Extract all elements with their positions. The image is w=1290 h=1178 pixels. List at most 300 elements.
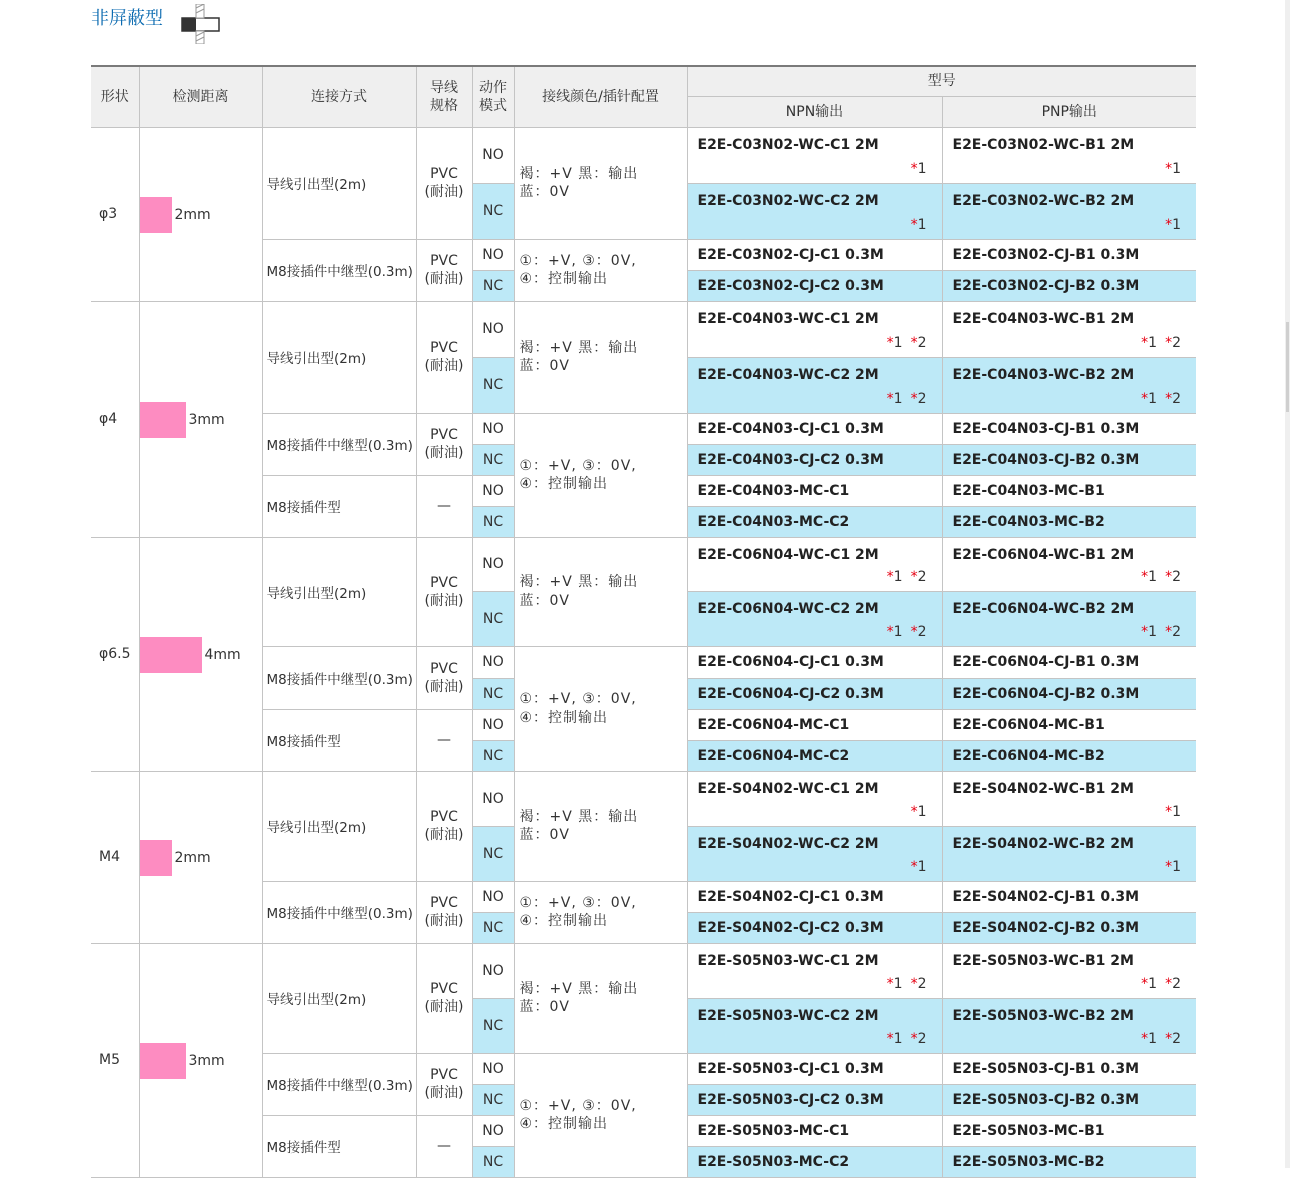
connection-cell: M8接插件型 — [262, 475, 416, 537]
cable-spec-pvc: PVC — [430, 340, 458, 356]
col-header-distance: 检测距离 — [139, 66, 262, 127]
wiring-line-2: ④：控制输出 — [519, 913, 609, 929]
mode-no-cell: NO — [472, 239, 514, 270]
model-code[interactable]: E2E-C06N04-WC-C1 2M — [697, 546, 879, 563]
footnote-ref-1 — [887, 976, 903, 992]
col-header-shape: 形状 — [91, 66, 139, 127]
model-code[interactable]: E2E-C06N04-MC-C2 — [697, 747, 850, 764]
wiring-line-1: ①：+V, ③：0V, — [519, 1097, 637, 1114]
footnote-ref-2 — [1165, 391, 1181, 407]
model-code[interactable]: E2E-C06N04-MC-B2 — [952, 747, 1105, 764]
footnote-text: 1 — [893, 623, 903, 640]
model-footnote — [1165, 804, 1181, 820]
mode-nc-cell: NC — [472, 357, 514, 413]
model-code[interactable]: E2E-C03N02-WC-C1 2M — [697, 136, 879, 153]
col-header-wiring: 接线颜色/插针配置 — [514, 66, 687, 127]
model-footnote — [887, 391, 927, 407]
model-pnp-cell[interactable] — [942, 239, 1196, 270]
footnote-text: 1 — [1148, 623, 1158, 640]
model-footnote — [1165, 217, 1181, 233]
shape-cell: M4 — [91, 771, 139, 943]
model-pnp-cell[interactable] — [942, 771, 1196, 826]
mode-nc-cell: NC — [472, 1146, 514, 1177]
footnote-text: 2 — [917, 623, 927, 640]
mode-nc-cell: NC — [472, 1084, 514, 1115]
cable-spec-pvc: PVC — [430, 427, 458, 443]
connection-cell: M8接插件中继型(0.3m) — [262, 413, 416, 475]
cable-spec-cell — [416, 537, 472, 646]
footnote-asterisk: * — [1165, 568, 1173, 585]
model-pnp-cell[interactable] — [942, 183, 1196, 239]
footnote-ref-1 — [1165, 804, 1181, 820]
model-footnote — [1165, 859, 1181, 875]
footnote-ref-1 — [887, 624, 903, 640]
footnote-asterisk: * — [1141, 334, 1149, 351]
model-npn-cell[interactable] — [687, 357, 942, 413]
col-header-mode-line1: 动作 — [479, 79, 507, 96]
footnote-ref-2 — [911, 624, 927, 640]
model-pnp-cell[interactable] — [942, 506, 1196, 537]
footnote-ref-1 — [887, 391, 903, 407]
connection-cell: M8接插件中继型(0.3m) — [262, 239, 416, 301]
model-npn-cell[interactable] — [687, 183, 942, 239]
cable-spec-dash: — — [437, 498, 451, 514]
mode-nc-cell: NC — [472, 740, 514, 771]
model-npn-cell[interactable] — [687, 740, 942, 771]
model-code[interactable]: E2E-C06N04-CJ-B2 0.3M — [952, 685, 1140, 702]
wiring-cell — [514, 301, 687, 413]
footnote-text: 1 — [1148, 568, 1158, 585]
footnote-asterisk: * — [1141, 975, 1149, 992]
cable-spec-cell — [416, 475, 472, 537]
model-code[interactable]: E2E-C06N04-MC-C1 — [697, 716, 850, 733]
model-code[interactable]: E2E-C06N04-CJ-C1 0.3M — [697, 654, 884, 670]
footnote-asterisk: * — [1141, 623, 1149, 640]
cable-spec-pvc: PVC — [430, 166, 458, 182]
cable-spec-oil: (耐油) — [424, 1085, 464, 1101]
model-npn-cell[interactable] — [687, 771, 942, 826]
wiring-line-2: 蓝：0V — [519, 184, 570, 200]
mode-nc-cell: NC — [472, 506, 514, 537]
wiring-cell — [514, 646, 687, 771]
connection-cell: M8接插件中继型(0.3m) — [262, 881, 416, 943]
wiring-line-2: ④：控制输出 — [519, 1116, 609, 1132]
footnote-text: 1 — [1148, 334, 1158, 351]
wiring-line-2: 蓝：0V — [519, 999, 570, 1015]
model-code[interactable]: E2E-C04N03-CJ-C1 0.3M — [697, 420, 884, 437]
cable-spec-oil: (耐油) — [424, 592, 464, 609]
cable-spec-pvc: PVC — [430, 981, 458, 997]
model-code[interactable]: E2E-C03N02-WC-B1 2M — [952, 136, 1135, 153]
footnote-asterisk: * — [910, 623, 918, 640]
footnote-asterisk: * — [910, 216, 918, 233]
footnote-ref-1 — [887, 569, 903, 585]
footnote-asterisk: * — [1141, 1030, 1149, 1047]
connection-cell: 导线引出型(2m) — [262, 301, 416, 413]
footnote-ref-1 — [911, 859, 927, 875]
footnote-ref-1 — [1141, 976, 1157, 992]
model-code[interactable]: E2E-C06N04-MC-B1 — [952, 716, 1105, 733]
distance-cell — [139, 127, 262, 301]
cable-spec-oil: (耐油) — [424, 184, 464, 200]
model-pnp-cell[interactable] — [942, 591, 1196, 646]
footnote-asterisk: * — [1165, 390, 1173, 407]
wiring-cell — [514, 881, 687, 943]
mode-nc-cell: NC — [472, 998, 514, 1053]
model-code[interactable]: E2E-S05N03-CJ-B2 0.3M — [952, 1091, 1140, 1108]
cable-spec-pvc: PVC — [430, 574, 458, 591]
model-npn-cell[interactable] — [687, 1146, 942, 1177]
wiring-line-1: 褐：+V 黑：输出 — [519, 808, 639, 825]
model-npn-cell[interactable] — [687, 537, 942, 591]
footnote-ref-1 — [1165, 161, 1181, 177]
model-pnp-cell[interactable] — [942, 537, 1196, 591]
model-npn-cell[interactable] — [687, 239, 942, 270]
footnote-text: 1 — [917, 216, 927, 233]
model-code[interactable]: E2E-C06N04-CJ-B1 0.3M — [952, 654, 1140, 670]
footnote-asterisk: * — [910, 803, 918, 820]
model-npn-cell[interactable] — [687, 1053, 942, 1084]
page-title: 非屏蔽型 — [91, 8, 163, 29]
model-footnote — [887, 1031, 927, 1047]
model-npn-cell[interactable] — [687, 912, 942, 943]
footnote-asterisk: * — [910, 334, 918, 351]
model-npn-cell[interactable] — [687, 270, 942, 301]
footnote-text: 2 — [917, 334, 927, 351]
footnote-asterisk: * — [910, 1030, 918, 1047]
distance-cell — [139, 537, 262, 771]
footnote-asterisk: * — [1165, 975, 1173, 992]
mode-no-cell: NO — [472, 1115, 514, 1146]
footnote-ref-1 — [911, 217, 927, 233]
footnote-text: 1 — [893, 1030, 903, 1047]
model-code[interactable]: E2E-S05N03-MC-B2 — [952, 1153, 1105, 1170]
col-header-cable — [416, 66, 472, 127]
mode-no-cell: NO — [472, 646, 514, 678]
model-pnp-cell[interactable] — [942, 646, 1196, 678]
model-code[interactable]: E2E-C04N03-CJ-C2 0.3M — [697, 451, 884, 468]
model-spec-table — [91, 65, 1196, 1178]
mode-no-cell: NO — [472, 943, 514, 998]
footnote-asterisk: * — [886, 568, 894, 585]
model-npn-cell[interactable] — [687, 646, 942, 678]
model-code[interactable]: E2E-C04N03-MC-B2 — [952, 513, 1105, 530]
shape-cell: φ4 — [91, 301, 139, 537]
footnote-ref-2 — [1165, 976, 1181, 992]
footnote-asterisk: * — [886, 975, 894, 992]
wiring-cell — [514, 1053, 687, 1177]
footnote-ref-2 — [1165, 335, 1181, 351]
footnote-asterisk: * — [910, 858, 918, 875]
model-footnote — [911, 161, 927, 177]
cable-spec-oil: (耐油) — [424, 999, 464, 1015]
footnote-ref-1 — [887, 1031, 903, 1047]
model-pnp-cell[interactable] — [942, 301, 1196, 357]
model-code[interactable]: E2E-S04N02-WC-C2 2M — [697, 835, 879, 852]
footnote-ref-2 — [1165, 569, 1181, 585]
footnote-ref-1 — [1141, 1031, 1157, 1047]
model-pnp-cell[interactable] — [942, 943, 1196, 998]
model-code[interactable]: E2E-C06N04-CJ-C2 0.3M — [697, 685, 884, 702]
sensing-area-swatch — [140, 197, 172, 233]
footnote-ref-2 — [911, 569, 927, 585]
footnote-ref-1 — [911, 804, 927, 820]
model-npn-cell[interactable] — [687, 444, 942, 475]
model-pnp-cell[interactable] — [942, 1053, 1196, 1084]
mode-nc-cell: NC — [472, 270, 514, 301]
col-header-cable-line2: 规格 — [430, 97, 458, 114]
connection-cell: M8接插件型 — [262, 709, 416, 771]
model-code[interactable]: E2E-S05N03-CJ-C2 0.3M — [697, 1091, 884, 1108]
cable-spec-oil: (耐油) — [424, 913, 464, 929]
distance-cell — [139, 943, 262, 1177]
mode-no-cell: NO — [472, 475, 514, 506]
model-npn-cell[interactable] — [687, 1115, 942, 1146]
cable-spec-pvc: PVC — [430, 809, 458, 825]
footnote-text: 2 — [1172, 334, 1181, 351]
footnote-text: 2 — [917, 975, 927, 992]
footnote-ref-1 — [1165, 217, 1181, 233]
model-pnp-cell[interactable] — [942, 357, 1196, 413]
footnote-text: 1 — [893, 390, 903, 407]
model-pnp-cell[interactable] — [942, 678, 1196, 709]
model-code[interactable]: E2E-C03N02-CJ-C1 0.3M — [697, 246, 884, 263]
footnote-text: 1 — [1172, 803, 1181, 820]
page-scrollbar[interactable] — [1285, 0, 1290, 1168]
footnote-text: 1 — [1148, 975, 1158, 992]
col-header-connection: 连接方式 — [262, 66, 416, 127]
model-npn-cell[interactable] — [687, 506, 942, 537]
model-npn-cell[interactable] — [687, 709, 942, 740]
model-pnp-cell[interactable] — [942, 1146, 1196, 1177]
connection-cell: M8接插件中继型(0.3m) — [262, 1053, 416, 1115]
model-npn-cell[interactable] — [687, 127, 942, 183]
model-code[interactable]: E2E-C04N03-MC-C1 — [697, 482, 850, 499]
model-code[interactable]: E2E-C06N04-WC-B1 2M — [952, 546, 1135, 563]
footnote-text: 1 — [893, 975, 903, 992]
footnote-asterisk: * — [910, 160, 918, 177]
model-pnp-cell[interactable] — [942, 270, 1196, 301]
mode-nc-cell: NC — [472, 912, 514, 943]
footnote-asterisk: * — [1165, 623, 1173, 640]
model-code[interactable]: E2E-S05N03-MC-C1 — [697, 1122, 850, 1139]
distance-label: 4mm — [204, 646, 241, 663]
footnote-text: 2 — [917, 390, 927, 407]
model-npn-cell[interactable] — [687, 998, 942, 1053]
model-code[interactable]: E2E-C04N03-CJ-B1 0.3M — [952, 420, 1140, 437]
model-code[interactable]: E2E-S04N02-WC-B2 2M — [952, 835, 1134, 852]
model-code[interactable]: E2E-C04N03-MC-C2 — [697, 513, 850, 530]
model-code[interactable]: E2E-C03N02-CJ-B2 0.3M — [952, 277, 1140, 294]
model-code[interactable]: E2E-S04N02-WC-C1 2M — [697, 780, 879, 797]
footnote-asterisk: * — [886, 1030, 894, 1047]
model-code[interactable]: E2E-S04N02-CJ-C1 0.3M — [697, 888, 884, 905]
footnote-ref-2 — [1165, 1031, 1181, 1047]
model-code[interactable]: E2E-C03N02-CJ-B1 0.3M — [952, 246, 1140, 263]
mode-no-cell: NO — [472, 413, 514, 444]
model-code[interactable]: E2E-C04N03-WC-B2 2M — [952, 366, 1135, 383]
footnote-text: 1 — [893, 334, 903, 351]
mode-no-cell: NO — [472, 537, 514, 591]
footnote-asterisk: * — [910, 975, 918, 992]
model-code[interactable]: E2E-S05N03-WC-C1 2M — [697, 952, 879, 969]
table-row — [91, 943, 1196, 998]
mode-no-cell: NO — [472, 1053, 514, 1084]
model-footnote — [911, 859, 927, 875]
model-code[interactable]: E2E-C04N03-WC-C2 2M — [697, 366, 879, 383]
footnote-text: 2 — [1172, 390, 1181, 407]
footnote-text: 1 — [1172, 216, 1181, 233]
model-code[interactable]: E2E-S05N03-WC-B1 2M — [952, 952, 1134, 969]
mode-no-cell: NO — [472, 709, 514, 740]
col-header-cable-line1: 导线 — [430, 79, 458, 96]
wiring-cell — [514, 413, 687, 537]
distance-label: 3mm — [188, 1052, 225, 1069]
model-code[interactable]: E2E-C04N03-WC-B1 2M — [952, 310, 1135, 327]
model-npn-cell[interactable] — [687, 413, 942, 444]
cable-spec-oil: (耐油) — [424, 445, 464, 461]
model-code[interactable]: E2E-S04N02-CJ-B2 0.3M — [952, 919, 1140, 936]
shape-cell: M5 — [91, 943, 139, 1177]
model-pnp-cell[interactable] — [942, 475, 1196, 506]
wiring-line-1: 褐：+V 黑：输出 — [519, 165, 639, 182]
unshielded-sensor-icon — [181, 4, 223, 44]
model-code[interactable]: E2E-S05N03-MC-C2 — [697, 1153, 850, 1170]
table-header-row — [91, 66, 1196, 96]
cable-spec-oil: (耐油) — [424, 827, 464, 843]
wiring-line-2: 蓝：0V — [519, 358, 570, 374]
footnote-ref-1 — [911, 161, 927, 177]
model-code[interactable]: E2E-C04N03-WC-C1 2M — [697, 310, 879, 327]
model-code[interactable]: E2E-S05N03-MC-B1 — [952, 1122, 1105, 1139]
footnote-asterisk: * — [1165, 216, 1173, 233]
model-code[interactable]: E2E-C04N03-MC-B1 — [952, 482, 1105, 499]
model-pnp-cell[interactable] — [942, 127, 1196, 183]
model-npn-cell[interactable] — [687, 943, 942, 998]
model-code[interactable]: E2E-S05N03-WC-C2 2M — [697, 1007, 879, 1024]
model-code[interactable]: E2E-C03N02-WC-C2 2M — [697, 192, 879, 209]
wiring-cell — [514, 127, 687, 239]
model-footnote — [887, 976, 927, 992]
model-code[interactable]: E2E-C03N02-WC-B2 2M — [952, 192, 1135, 209]
model-footnote — [887, 624, 927, 640]
footnote-text: 1 — [893, 568, 903, 585]
cable-spec-cell — [416, 646, 472, 709]
model-pnp-cell[interactable] — [942, 413, 1196, 444]
model-code[interactable]: E2E-S05N03-WC-B2 2M — [952, 1007, 1134, 1024]
model-code[interactable]: E2E-C03N02-CJ-C2 0.3M — [697, 277, 884, 294]
model-pnp-cell[interactable] — [942, 826, 1196, 881]
cable-spec-dash: — — [437, 732, 451, 748]
footnote-asterisk: * — [886, 623, 894, 640]
cable-spec-pvc: PVC — [430, 895, 458, 911]
model-pnp-cell[interactable] — [942, 709, 1196, 740]
model-npn-cell[interactable] — [687, 1084, 942, 1115]
mode-no-cell: NO — [472, 771, 514, 826]
footnote-text: 2 — [917, 568, 927, 585]
model-code[interactable]: E2E-S05N03-CJ-C1 0.3M — [697, 1060, 884, 1077]
model-pnp-cell[interactable] — [942, 881, 1196, 912]
shape-cell: φ6.5 — [91, 537, 139, 771]
mode-no-cell: NO — [472, 881, 514, 912]
model-footnote — [1141, 335, 1181, 351]
wiring-cell — [514, 537, 687, 646]
model-footnote — [887, 335, 927, 351]
footnote-asterisk: * — [1165, 1030, 1173, 1047]
model-code[interactable]: E2E-S04N02-CJ-B1 0.3M — [952, 888, 1140, 905]
wiring-line-2: ④：控制输出 — [519, 709, 609, 726]
mode-nc-cell: NC — [472, 183, 514, 239]
model-pnp-cell[interactable] — [942, 912, 1196, 943]
footnote-text: 2 — [917, 1030, 927, 1047]
table-row — [91, 537, 1196, 591]
sensing-area-swatch — [140, 1043, 186, 1079]
model-npn-cell[interactable] — [687, 678, 942, 709]
model-pnp-cell[interactable] — [942, 1084, 1196, 1115]
model-pnp-cell[interactable] — [942, 740, 1196, 771]
model-code[interactable]: E2E-S04N02-CJ-C2 0.3M — [697, 919, 884, 936]
wiring-line-1: ①：+V, ③：0V, — [519, 894, 637, 911]
footnote-asterisk: * — [1165, 334, 1173, 351]
footnote-ref-1 — [1141, 335, 1157, 351]
footnote-ref-2 — [1165, 624, 1181, 640]
wiring-cell — [514, 943, 687, 1053]
wiring-cell — [514, 771, 687, 881]
footnote-text: 2 — [1172, 1030, 1181, 1047]
model-code[interactable]: E2E-S04N02-WC-B1 2M — [952, 780, 1134, 797]
model-code[interactable]: E2E-C06N04-WC-B2 2M — [952, 600, 1135, 617]
mode-nc-cell: NC — [472, 826, 514, 881]
model-npn-cell[interactable] — [687, 475, 942, 506]
model-npn-cell[interactable] — [687, 881, 942, 912]
wiring-line-2: 蓝：0V — [519, 592, 570, 609]
wiring-line-2: ④：控制输出 — [519, 271, 609, 287]
model-code[interactable]: E2E-C06N04-WC-C2 2M — [697, 600, 879, 617]
footnote-asterisk: * — [886, 390, 894, 407]
model-npn-cell[interactable] — [687, 301, 942, 357]
footnote-asterisk: * — [1165, 858, 1173, 875]
footnote-asterisk: * — [910, 568, 918, 585]
footnote-asterisk: * — [910, 390, 918, 407]
cable-spec-oil: (耐油) — [424, 678, 464, 695]
model-pnp-cell[interactable] — [942, 1115, 1196, 1146]
footnote-asterisk: * — [1165, 803, 1173, 820]
scrollbar-thumb[interactable] — [1286, 322, 1289, 412]
model-code[interactable]: E2E-C04N03-CJ-B2 0.3M — [952, 451, 1140, 468]
model-npn-cell[interactable] — [687, 591, 942, 646]
col-header-npn: NPN输出 — [687, 96, 942, 127]
wiring-line-1: ①：+V, ③：0V, — [519, 457, 637, 474]
distance-label: 3mm — [188, 411, 225, 428]
model-npn-cell[interactable] — [687, 826, 942, 881]
sensing-area-swatch — [140, 840, 172, 876]
model-code[interactable]: E2E-S05N03-CJ-B1 0.3M — [952, 1060, 1140, 1077]
connection-cell: M8接插件型 — [262, 1115, 416, 1177]
col-header-mode-line2: 模式 — [479, 97, 507, 114]
cable-spec-dash: — — [437, 1138, 451, 1154]
footnote-ref-2 — [911, 391, 927, 407]
wiring-line-2: ④：控制输出 — [519, 476, 609, 492]
connection-cell: 导线引出型(2m) — [262, 537, 416, 646]
model-pnp-cell[interactable] — [942, 444, 1196, 475]
footnote-text: 1 — [1172, 858, 1181, 875]
model-pnp-cell[interactable] — [942, 998, 1196, 1053]
cable-spec-cell — [416, 771, 472, 881]
cable-spec-oil: (耐油) — [424, 358, 464, 374]
cable-spec-cell — [416, 413, 472, 475]
wiring-line-1: 褐：+V 黑：输出 — [519, 339, 639, 356]
cable-spec-cell — [416, 1053, 472, 1115]
